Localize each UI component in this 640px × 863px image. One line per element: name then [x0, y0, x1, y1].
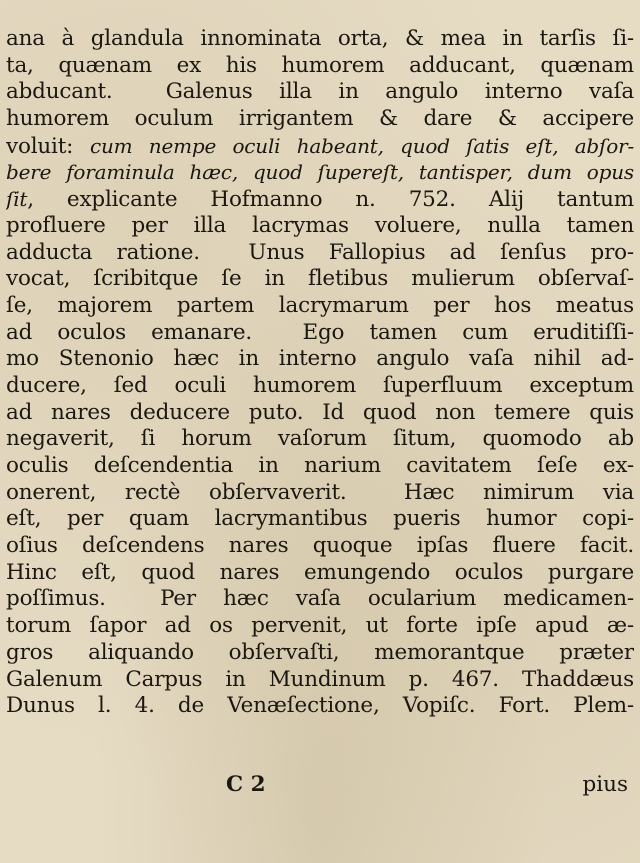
signature-mark: C 2	[226, 772, 266, 797]
text-line	[6, 506, 634, 533]
text-line	[6, 79, 634, 106]
line-text: Dunus l. 4. de Venæſectione, Vopiſc. Fort. Plem-	[6, 693, 634, 719]
line-text: adducta ratione. Unus Fallopius ad ſenſus pro-	[6, 239, 634, 265]
text-line	[6, 613, 634, 640]
line-text: Hinc eſt, quod nares emungendo oculos purgare	[6, 559, 634, 585]
text-line	[6, 213, 634, 240]
text-line	[6, 293, 634, 320]
text-line	[6, 693, 634, 720]
text-line	[6, 400, 634, 427]
text-line	[6, 159, 634, 186]
text-line	[6, 346, 634, 373]
line-text: ana à glandula innominata orta, & mea in tarſis ſi-	[6, 26, 634, 51]
line-text: humorem oculum irrigantem & dare & accipere	[6, 106, 634, 132]
text-line	[6, 640, 634, 667]
line-text: eſt, per quam lacrymantibus pueris humor copi-	[6, 506, 634, 532]
line-text: ſe, majorem partem lacrymarum per hos meatus	[6, 292, 634, 318]
line-text: ad nares deducere puto. Id quod non temere quis	[6, 399, 634, 425]
text-line	[6, 266, 634, 293]
text-line	[6, 453, 634, 480]
line-text: abducant. Galenus illa in angulo interno vaſa	[6, 79, 634, 105]
italic-quote: cum nempe oculi habeant, quod ſatis eſt, abſor-	[90, 133, 634, 158]
text-line	[6, 186, 634, 213]
text-line	[6, 240, 634, 267]
line-text: oſius deſcendens nares quoque ipſas fluere facit.	[6, 533, 634, 559]
text-line	[6, 533, 634, 560]
text-line	[6, 106, 634, 133]
text-line	[6, 53, 634, 80]
line-text: ducere, ſed oculi humorem ſuperfluum exceptum	[6, 372, 634, 398]
line-text: mo Stenonio hæc in interno angulo vaſa nihil ad-	[6, 346, 634, 372]
text-line	[6, 426, 634, 453]
page-footer	[6, 770, 634, 800]
line-text: ta, quænam ex his humorem adducant, quænam	[6, 52, 634, 78]
line-text: gros aliquando obſervaſti, memorantque præter	[6, 639, 634, 665]
italic-quote: ſit	[6, 187, 28, 212]
line-text: voluit:	[6, 133, 90, 159]
line-text: Galenum Carpus in Mundinum p. 467. Thaddæus	[6, 666, 634, 692]
line-text: ad oculos emanare. Ego tamen cum eruditiſſi-	[6, 319, 634, 345]
line-text: oculis deſcendentia in narium cavitatem ſeſe ex-	[6, 453, 634, 478]
line-text: onerent, rectè obſervaverit. Hæc nimirum via	[6, 479, 634, 505]
text-line	[6, 133, 634, 160]
body-text	[6, 26, 634, 720]
text-line	[6, 373, 634, 400]
text-line	[6, 560, 634, 587]
text-line	[6, 26, 634, 53]
line-text: torum ſapor ad os pervenit, ut forte ipſe apud æ-	[6, 613, 634, 639]
catchword: pius	[582, 772, 628, 797]
italic-quote: bere foraminula hæc, quod ſupereſt, tantisper, dum opus	[6, 160, 634, 185]
text-line	[6, 480, 634, 507]
line-text: , explicante Hofmanno n. 752. Alij tantum	[27, 187, 634, 213]
line-text: profluere per illa lacrymas voluere, nulla tamen	[6, 212, 634, 238]
text-line	[6, 586, 634, 613]
text-line	[6, 667, 634, 694]
line-text: poſſimus. Per hæc vaſa ocularium medicamen-	[6, 586, 634, 612]
line-text: negaverit, ſi horum vaſorum ſitum, quomodo ab	[6, 426, 634, 452]
text-line	[6, 320, 634, 347]
line-text: vocat, ſcribitque ſe in fletibus mulierum obſervaſ-	[6, 266, 634, 292]
